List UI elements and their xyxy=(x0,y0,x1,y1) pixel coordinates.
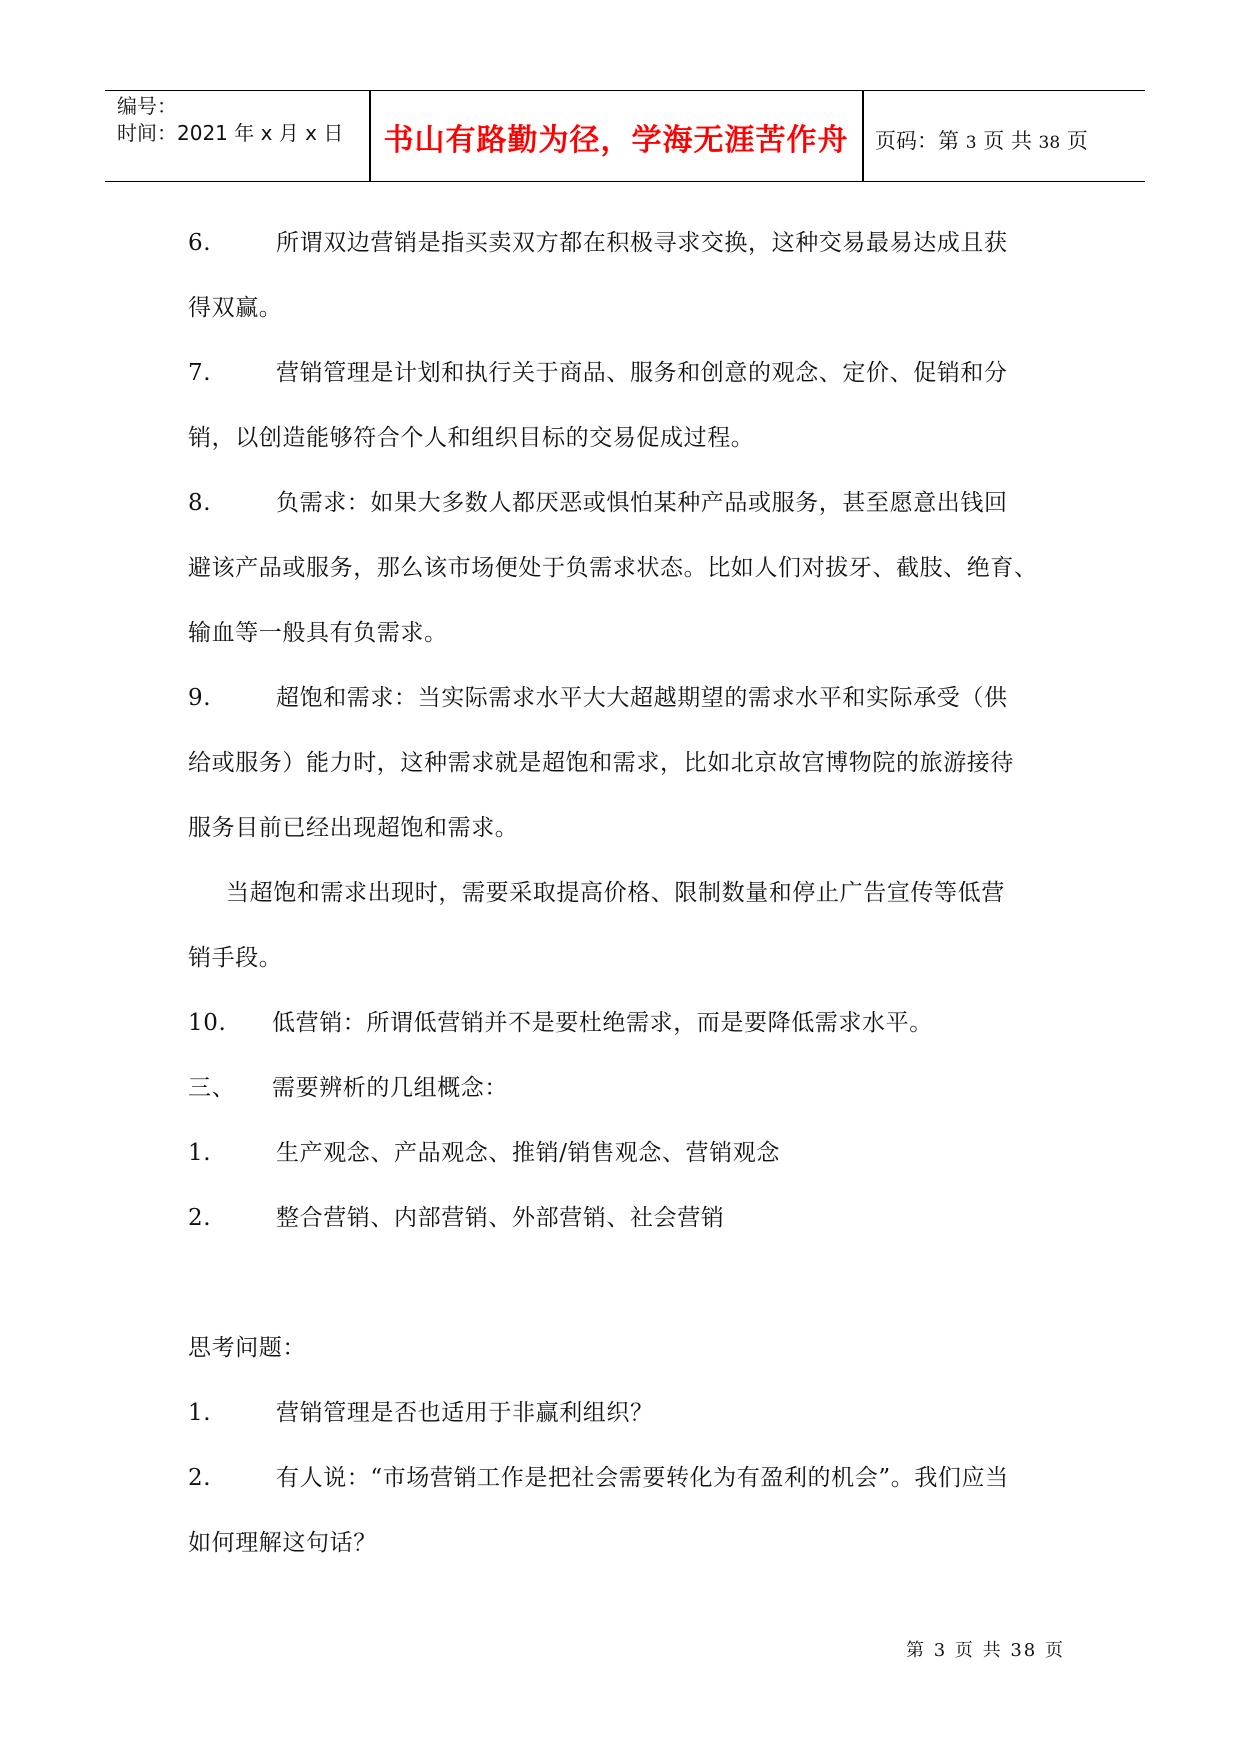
note-text-continued: 销手段。 xyxy=(188,945,283,971)
item-text: 营销管理是计划和执行关于商品、服务和创意的观念、定价、促销和分 xyxy=(276,360,1008,386)
list-item xyxy=(188,211,1058,341)
list-item xyxy=(188,341,1058,471)
header-motto: 书山有路勤为径，学海无涯苦作舟 xyxy=(383,123,849,158)
item-number: 1. xyxy=(188,1400,212,1426)
page-header xyxy=(105,90,1145,182)
item-text-continued: 销，以创造能够符合个人和组织目标的交易促成过程。 xyxy=(188,425,755,451)
document-time-label: 时间：2021 年 x 月 x 日 xyxy=(117,121,344,145)
item-text-continued: 避该产品或服务，那么该市场便处于负需求状态。比如人们对拔牙、截肢、绝育、 xyxy=(188,555,1038,581)
item-text: 负需求：如果大多数人都厌恶或惧怕某种产品或服务，甚至愿意出钱回 xyxy=(276,490,1008,516)
item-number: 2. xyxy=(188,1465,212,1491)
list-item xyxy=(188,666,1058,861)
item-text-continued: 如何理解这句话？ xyxy=(188,1530,377,1556)
item-text: 营销管理是否也适用于非赢利组织？ xyxy=(276,1400,654,1426)
item-number: 8. xyxy=(188,490,212,516)
item-text: 生产观念、产品观念、推销/销售观念、营销观念 xyxy=(276,1140,780,1166)
item-text-continued: 输血等一般具有负需求。 xyxy=(188,620,448,646)
document-number-label: 编号： xyxy=(117,94,177,118)
item-text: 低营销：所谓低营销并不是要杜绝需求，而是要降低需求水平。 xyxy=(272,1010,933,1036)
item-number: 9. xyxy=(188,685,212,711)
list-item xyxy=(188,1186,1058,1251)
header-info xyxy=(117,91,367,181)
page-current: 3 xyxy=(965,133,977,153)
page-label-mid: 页 共 xyxy=(976,129,1039,153)
item-text-continued: 给或服务）能力时，这种需求就是超饱和需求，比如北京故宫博物院的旅游接待 xyxy=(188,750,1014,776)
item-number: 10. xyxy=(188,1010,227,1036)
item-number: 2. xyxy=(188,1205,212,1231)
list-item xyxy=(188,471,1058,666)
section-number: 三、 xyxy=(188,1075,236,1101)
item-text: 所谓双边营销是指买卖双方都在积极寻求交换，这种交易最易达成且获 xyxy=(276,230,1008,256)
list-item xyxy=(188,1381,1058,1446)
list-item xyxy=(188,1121,1058,1186)
header-divider xyxy=(862,91,864,181)
page-total: 38 xyxy=(1038,133,1061,153)
header-page-number xyxy=(875,125,1088,155)
item-number: 6. xyxy=(188,230,212,256)
page-footer: 第 3 页 共 38 页 xyxy=(906,1640,1065,1661)
item-text: 有人说：“市场营销工作是把社会需要转化为有盈利的机会”。我们应当 xyxy=(276,1465,1009,1491)
section-title: 需要辨析的几组概念： xyxy=(272,1075,508,1101)
section-heading xyxy=(188,1056,1058,1121)
item-number: 1. xyxy=(188,1140,212,1166)
item-text: 超饱和需求：当实际需求水平大大超越期望的需求水平和实际承受（供 xyxy=(276,685,1008,711)
list-item xyxy=(188,991,1058,1056)
note-text: 当超饱和需求出现时，需要采取提高价格、限制数量和停止广告宣传等低营 xyxy=(226,880,1005,906)
item-text-continued: 服务目前已经出现超饱和需求。 xyxy=(188,815,519,841)
page-label-pre: 页码：第 xyxy=(875,129,966,153)
page-label-post: 页 xyxy=(1060,129,1088,153)
questions-title: 思考问题： xyxy=(188,1335,306,1361)
list-item xyxy=(188,1446,1058,1576)
item-number: 7. xyxy=(188,360,212,386)
note-paragraph xyxy=(188,861,1058,991)
item-text: 整合营销、内部营销、外部营销、社会营销 xyxy=(276,1205,725,1231)
item-text-continued: 得双赢。 xyxy=(188,295,283,321)
